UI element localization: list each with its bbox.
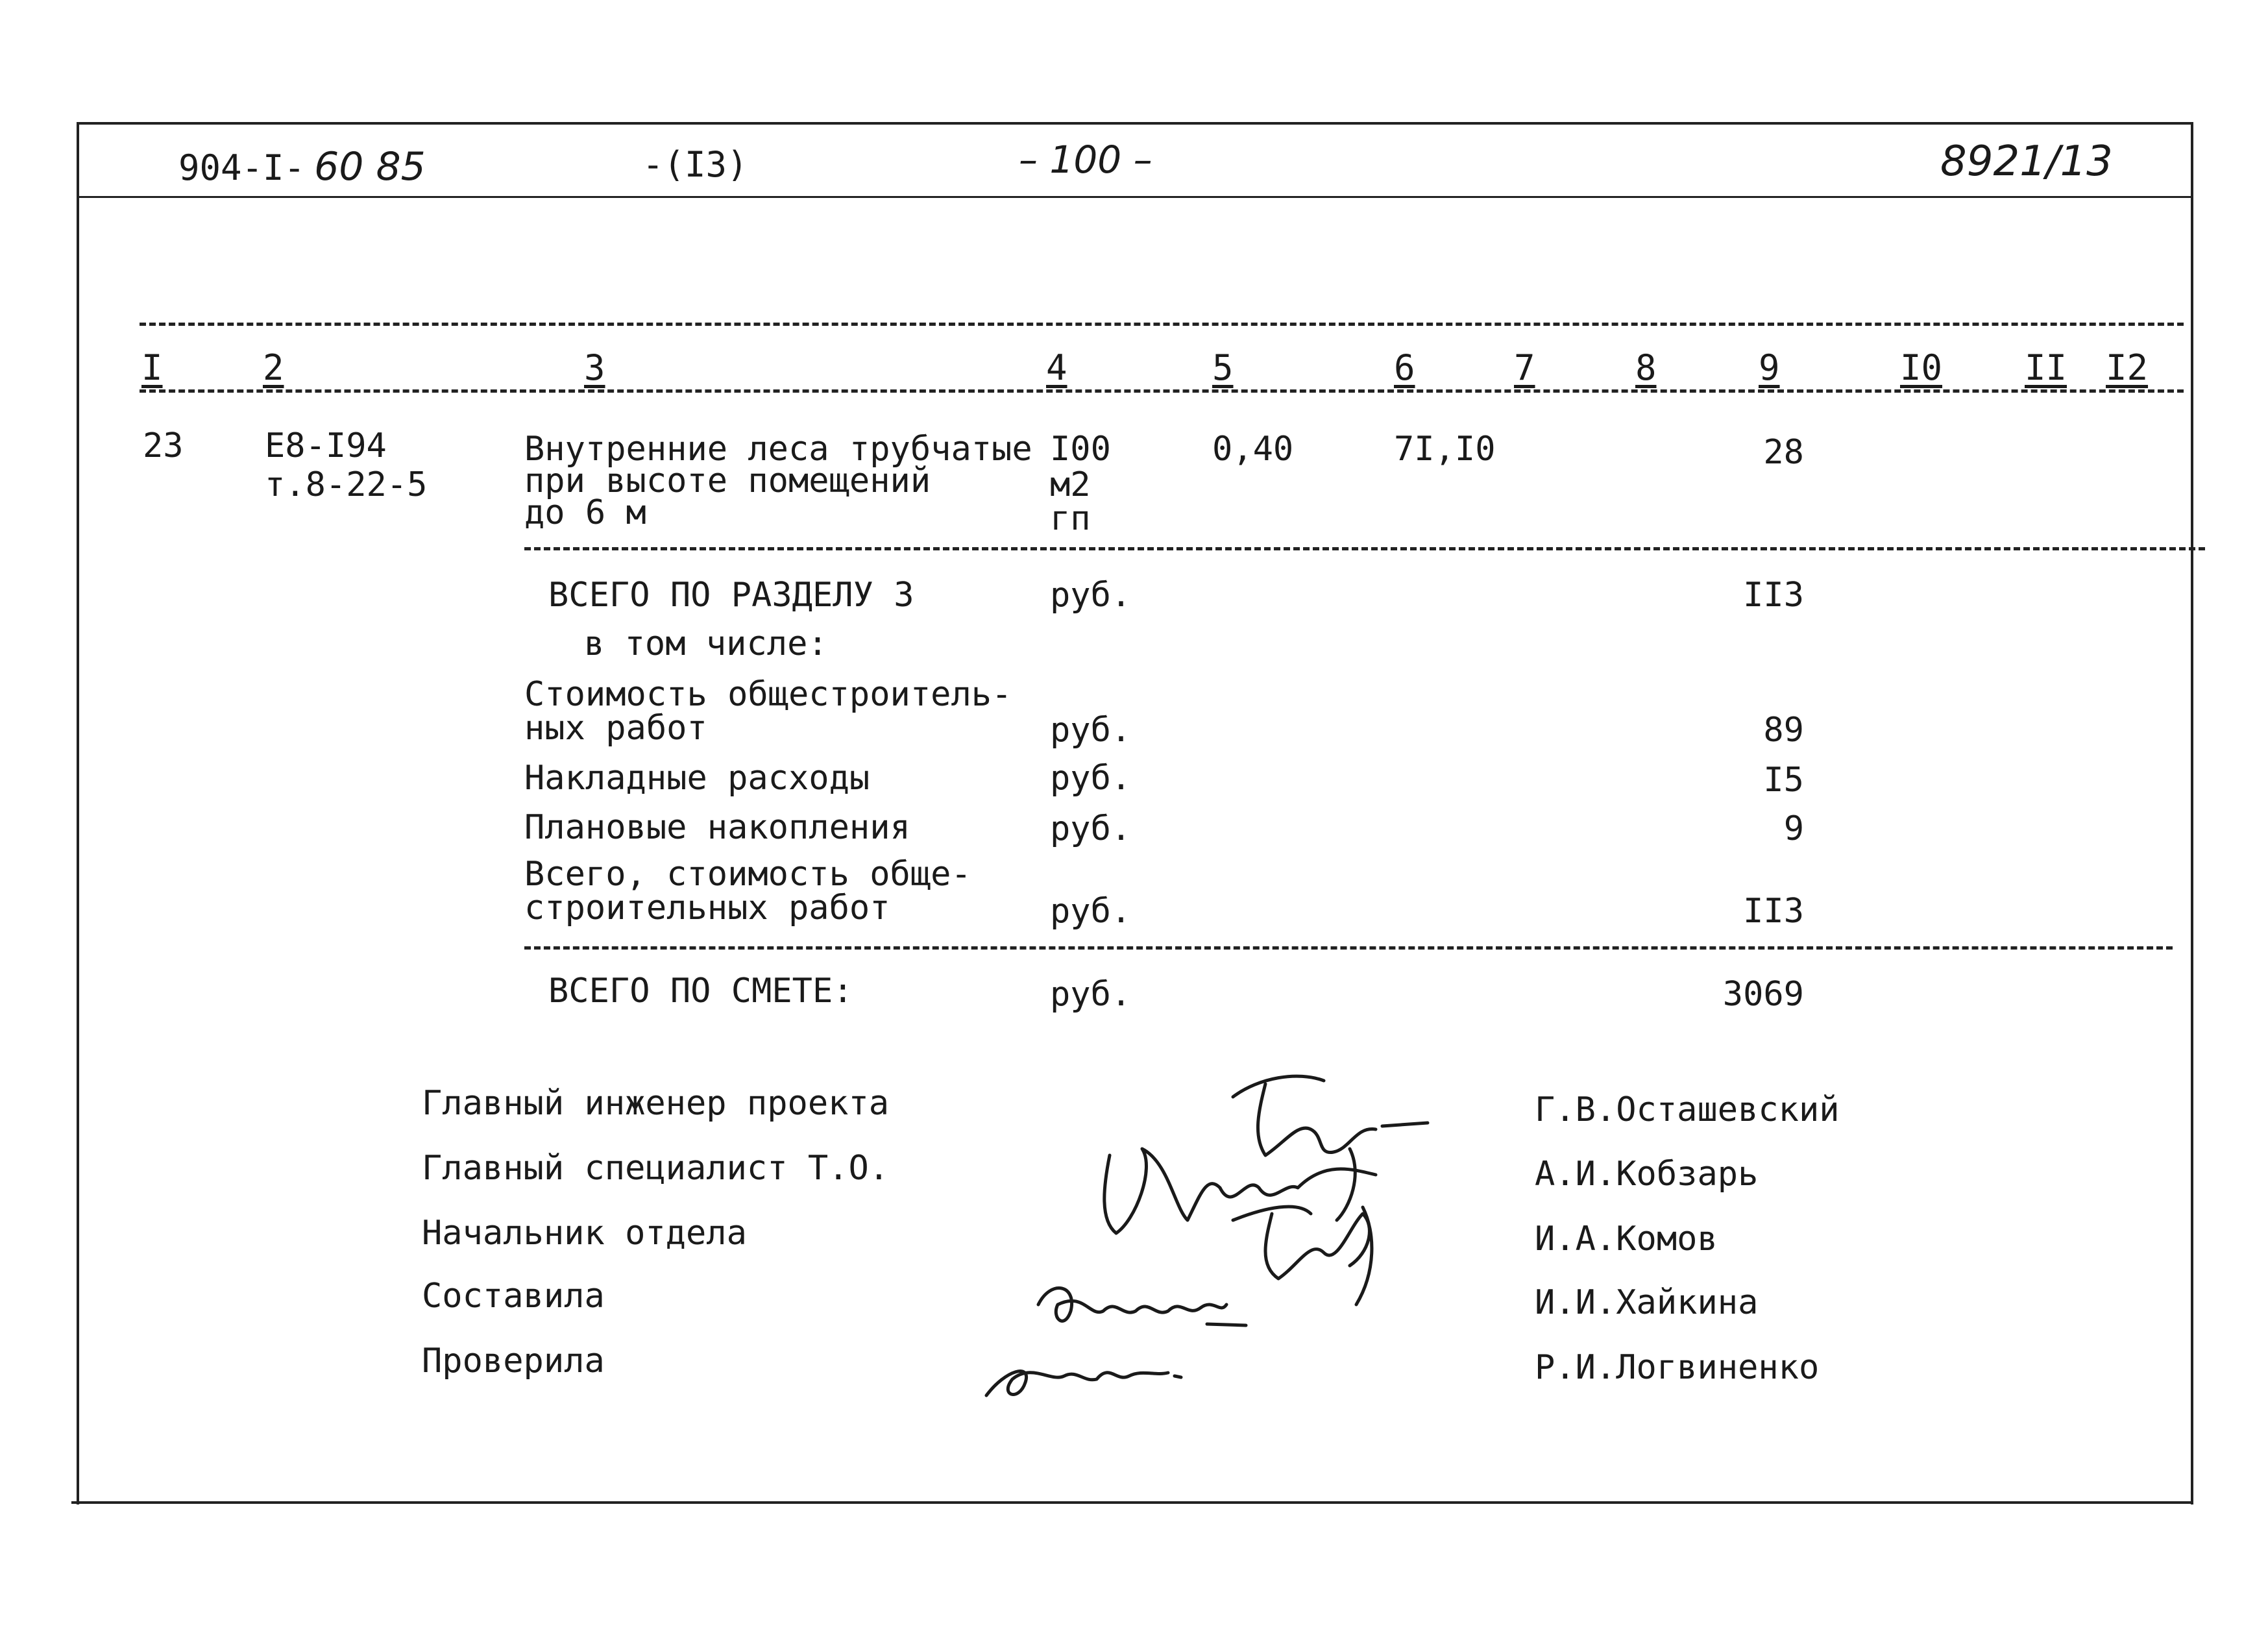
- breakdown-unit: руб.: [1050, 711, 1132, 750]
- signature-department-head: [1233, 1207, 1372, 1305]
- section-total-label: ВСЕГО ПО РАЗДЕЛУ 3: [548, 576, 914, 615]
- signatory-name: И.И.Хайкина: [1535, 1283, 1759, 1322]
- signatory-name: Р.И.Логвиненко: [1535, 1348, 1820, 1387]
- signature-compiled-by: [1038, 1288, 1246, 1325]
- including-label: в том числе:: [584, 624, 828, 663]
- breakdown-unit: руб.: [1050, 892, 1132, 931]
- signatory-name: Г.В.Осташевский: [1535, 1090, 1840, 1129]
- signatory-title: Проверила: [422, 1342, 605, 1381]
- breakdown-unit: руб.: [1050, 809, 1132, 848]
- row-name-line: Внутренние леса трубчатые: [524, 430, 1032, 469]
- table-top-dashed-rule: [140, 323, 2184, 326]
- doc-code-printed: 904-I-: [178, 147, 306, 188]
- row-dashed-rule: [524, 547, 2205, 550]
- breakdown-unit: руб.: [1050, 759, 1132, 798]
- row-number: 23: [143, 426, 184, 465]
- frame-bottom-border: [71, 1501, 2193, 1504]
- column-number: I0: [1900, 347, 1943, 388]
- breakdown-label-line: Накладные расходы: [524, 759, 870, 798]
- sheet-part: -(I3): [642, 144, 748, 185]
- frame-top-border: [78, 122, 2193, 125]
- signatory-name: И.А.Комов: [1535, 1220, 1718, 1259]
- column-number: 7: [1514, 347, 1535, 388]
- breakdown-label-line: Стоимость общестроитель-: [524, 675, 1012, 714]
- doc-code-handwritten: 60 85: [314, 144, 426, 190]
- column-number: 4: [1046, 347, 1067, 388]
- row-name-line: при высоте помещений: [524, 461, 931, 500]
- row-quantity: 0,40: [1212, 430, 1294, 469]
- column-number: II: [2025, 347, 2067, 388]
- breakdown-value: I5: [1763, 761, 1804, 800]
- row-unit-line: м2: [1050, 465, 1091, 504]
- column-number: 3: [584, 347, 605, 388]
- row-reference: т.8-22-5: [265, 465, 428, 504]
- breakdown-label-line: ных работ: [524, 709, 707, 748]
- breakdown-value: 9: [1783, 809, 1804, 848]
- breakdown-label-line: строительных работ: [524, 889, 890, 927]
- frame-header-divider: [78, 196, 2193, 198]
- row-name-line: до 6 м: [524, 493, 646, 532]
- column-header-dashed-rule: [140, 389, 2184, 393]
- breakdown-dashed-rule: [524, 946, 2173, 950]
- frame-left-border: [77, 122, 79, 1504]
- row-unit-line: I00: [1050, 430, 1111, 469]
- column-number: 5: [1212, 347, 1234, 388]
- row-unit-line: гп: [1050, 499, 1091, 538]
- breakdown-value: II3: [1743, 892, 1804, 931]
- estimate-total-unit: руб.: [1050, 975, 1132, 1014]
- estimate-total-label: ВСЕГО ПО СМЕТЕ:: [548, 972, 853, 1011]
- section-total-unit: руб.: [1050, 576, 1132, 615]
- column-number: 6: [1394, 347, 1415, 388]
- column-number: 9: [1759, 347, 1780, 388]
- frame-right-border: [2191, 122, 2193, 1504]
- row-code: E8-I94: [265, 426, 387, 465]
- column-number: I2: [2106, 347, 2149, 388]
- signatory-title: Главный специалист Т.О.: [422, 1149, 890, 1188]
- signature-chief-specialist: [1104, 1149, 1376, 1233]
- handwritten-signatures: [960, 1058, 1493, 1421]
- doc-code: [178, 144, 426, 190]
- estimate-total-value: 3069: [1722, 975, 1804, 1014]
- section-total-value: II3: [1743, 576, 1804, 615]
- row-total: 28: [1763, 433, 1804, 472]
- signatory-title: Начальник отдела: [422, 1214, 747, 1253]
- page-number: – 100 –: [1019, 138, 1152, 182]
- signatory-title: Главный инженер проекта: [422, 1084, 890, 1123]
- column-number: 8: [1635, 347, 1657, 388]
- breakdown-label-line: Всего, стоимость обще-: [524, 855, 971, 894]
- signature-chief-engineer: [1233, 1076, 1428, 1155]
- column-number: 2: [263, 347, 284, 388]
- row-unit-price: 7I,I0: [1394, 430, 1496, 469]
- signatory-name: А.И.Кобзарь: [1535, 1155, 1759, 1194]
- signature-checked-by: [986, 1371, 1181, 1395]
- breakdown-label-line: Плановые накопления: [524, 808, 910, 847]
- breakdown-value: 89: [1763, 711, 1804, 750]
- column-number: I: [141, 347, 163, 388]
- inventory-number: 8921/13: [1940, 138, 2113, 186]
- signatory-title: Составила: [422, 1277, 605, 1316]
